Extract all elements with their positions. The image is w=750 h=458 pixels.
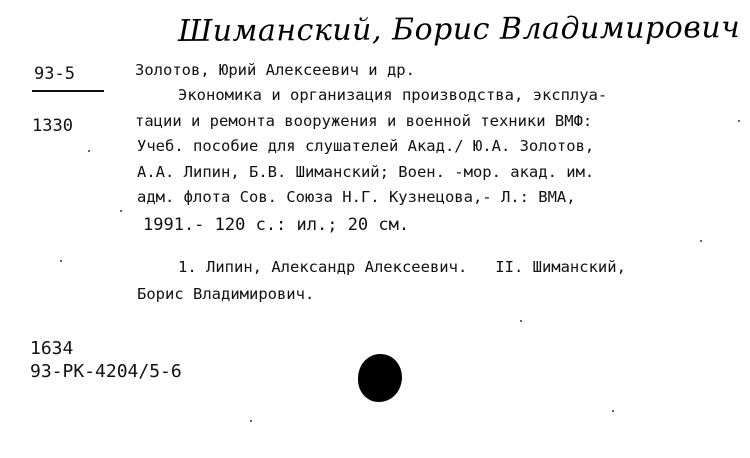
scan-speck: [700, 240, 702, 242]
scan-speck: [520, 320, 522, 322]
tracing-line: 1. Липин, Александр Алексеевич. II. Шиманский,: [178, 258, 626, 276]
imprint-line: 1991.- 120 с.: ил.; 20 см.: [143, 215, 410, 235]
call-number-divider: [32, 90, 104, 92]
accession-number: 1634: [30, 338, 74, 359]
title-line: Учеб. пособие для слушателей Акад./ Ю.А. Золотов,: [137, 137, 595, 155]
scan-speck: [120, 210, 122, 212]
scan-speck: [738, 120, 740, 122]
author-line: Золотов, Юрий Алексеевич и др.: [135, 61, 415, 79]
record-code: 93-РК-4204/5-6: [30, 361, 182, 382]
tracing-line: Борис Владимирович.: [137, 285, 315, 303]
title-line: адм. флота Сов. Союза Н.Г. Кузнецова,- Л.: ВМА,: [137, 188, 576, 206]
scan-speck: [612, 410, 614, 412]
title-line: А.А. Липин, Б.В. Шиманский; Воен. -мор. акад. им.: [137, 163, 595, 181]
title-line: тации и ремонта вооружения и военной техники ВМФ:: [135, 112, 593, 130]
call-number-bottom: 1330: [32, 116, 73, 136]
scan-speck: [88, 150, 90, 152]
handwritten-heading: Шиманский, Борис Владимирович: [177, 10, 741, 49]
scan-speck: [60, 260, 62, 262]
title-line: Экономика и организация производства, эксплуа-: [178, 86, 608, 104]
scan-speck: [250, 420, 252, 422]
call-number-top: 93-5: [34, 64, 75, 84]
punch-hole: [358, 354, 402, 402]
